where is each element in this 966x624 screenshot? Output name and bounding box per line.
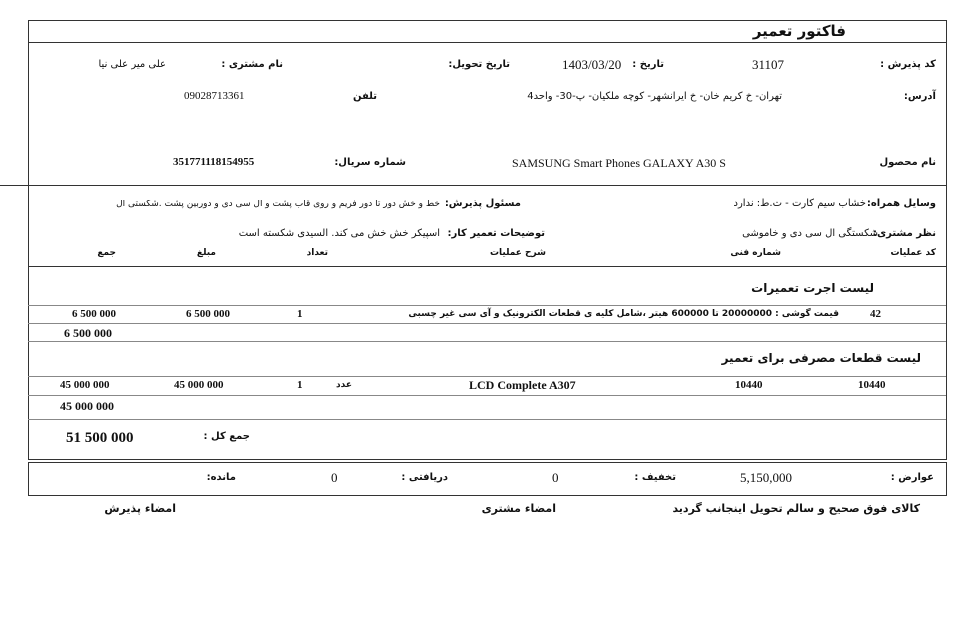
- col-op-desc: شرح عملیات: [489, 248, 546, 258]
- invoice-title: فاکتور تعمیر: [752, 22, 846, 40]
- product-name-label: نام محصول: [879, 157, 936, 168]
- customer-opinion-label: نظر مشتری:: [872, 228, 936, 239]
- discount-value: 0: [552, 470, 559, 485]
- invoice-frame: [28, 20, 947, 460]
- footer-frame: [28, 462, 947, 496]
- repair-notes-label: توضیحات تعمیر کار:: [447, 228, 545, 239]
- discount-label: تخفیف :: [634, 472, 676, 483]
- labor-subtotal-bottom: [28, 341, 946, 342]
- parts-subtotal-bottom: [28, 419, 946, 420]
- address-value: تهران- خ کریم خان- خ ایرانشهر- کوچه ملکیان- پ-30- واحد4: [527, 91, 782, 102]
- serial-value: 351771118154955: [173, 156, 255, 168]
- date-value: 1403/03/20: [562, 57, 622, 72]
- customer-signature: امضاء مشتری: [481, 502, 556, 515]
- parts-row-tech: 10440: [735, 379, 763, 391]
- labor-row-bottom: [28, 323, 946, 324]
- labor-row-code: 42: [870, 308, 881, 320]
- grand-total: 51 500 000: [66, 430, 134, 446]
- labor-row-desc: قیمت گوشی : 20000000 تا 600000 هیتر ،شامل کلیه ی قطعات الکترونیک و آی سی غیر چسبی: [408, 309, 839, 319]
- product-name: SAMSUNG Smart Phones GALAXY A30 S: [512, 156, 726, 170]
- address-label: آدرس:: [903, 91, 936, 102]
- charges-label: عوارض :: [890, 472, 934, 483]
- receipt-note: کالای فوق صحیح و سالم تحویل اینجانب گردید: [672, 502, 920, 515]
- reception-signature: امضاء پذیرش: [104, 502, 176, 515]
- title-separator: [28, 42, 946, 43]
- customer-opinion: شکستگی ال سی دی و خاموشی: [742, 228, 878, 239]
- parts-row-unit: عدد: [336, 380, 352, 390]
- col-count: تعداد: [306, 248, 328, 258]
- labor-row-top: [28, 305, 946, 306]
- grand-total-label: جمع کل :: [203, 431, 250, 442]
- labor-row-total: 6 500 000: [72, 308, 116, 320]
- labor-row-amount: 6 500 000: [186, 308, 230, 320]
- date-label: تاریخ :: [632, 59, 664, 70]
- parts-row-desc: LCD Complete A307: [469, 378, 576, 392]
- col-tech-number: شماره فنی: [730, 248, 781, 258]
- labor-row-count: 1: [297, 308, 303, 320]
- parts-subtotal: 45 000 000: [60, 399, 114, 413]
- columns-separator: [28, 266, 946, 267]
- delivery-date-label: تاریخ تحویل:: [448, 59, 510, 70]
- customer-name-label: نام مشتری :: [221, 59, 283, 70]
- parts-row-code: 10440: [858, 379, 886, 391]
- labor-subtotal: 6 500 000: [64, 326, 112, 340]
- reception-code: 31107: [752, 57, 785, 72]
- parts-row-total: 45 000 000: [60, 379, 110, 391]
- parts-row-bottom: [28, 395, 946, 396]
- customer-name: علی میر علی نیا: [98, 59, 166, 70]
- remaining-label: مانده:: [206, 472, 236, 483]
- parts-row-amount: 45 000 000: [174, 379, 224, 391]
- reception-officer-note: خط و خش دور تا دور فریم و روی قاب پشت و ال سی دی و دوربین پشت .شکستی ال: [116, 200, 440, 209]
- accessories-label: وسایل همراه:: [866, 198, 936, 209]
- received-label: دریافتی :: [401, 472, 448, 483]
- received-value: 0: [331, 470, 338, 485]
- phone-label: تلفن: [352, 91, 377, 102]
- parts-row-count: 1: [297, 379, 303, 391]
- header-separator: [0, 185, 946, 186]
- parts-section-title: لیست قطعات مصرفی برای تعمیر: [721, 351, 921, 365]
- reception-code-label: کد پذیرش :: [880, 59, 936, 70]
- labor-section-title: لیست اجرت تعمیرات: [751, 281, 874, 295]
- parts-row-top: [28, 376, 946, 377]
- col-total: جمع: [97, 248, 116, 258]
- charges-value: 5,150,000: [740, 470, 792, 485]
- col-amount: مبلغ: [196, 248, 216, 258]
- col-op-code: کد عملیات: [890, 248, 936, 258]
- repair-notes: اسپیکر خش خش می کند. السیدی شکسته است: [238, 228, 440, 239]
- accessories-value: خشاب سیم کارت - ت.ط: ندارد: [733, 198, 866, 209]
- phone-value: 09028713361: [184, 90, 245, 102]
- reception-officer-label: مسئول پذیرش:: [444, 198, 521, 209]
- serial-label: شماره سریال:: [334, 157, 406, 168]
